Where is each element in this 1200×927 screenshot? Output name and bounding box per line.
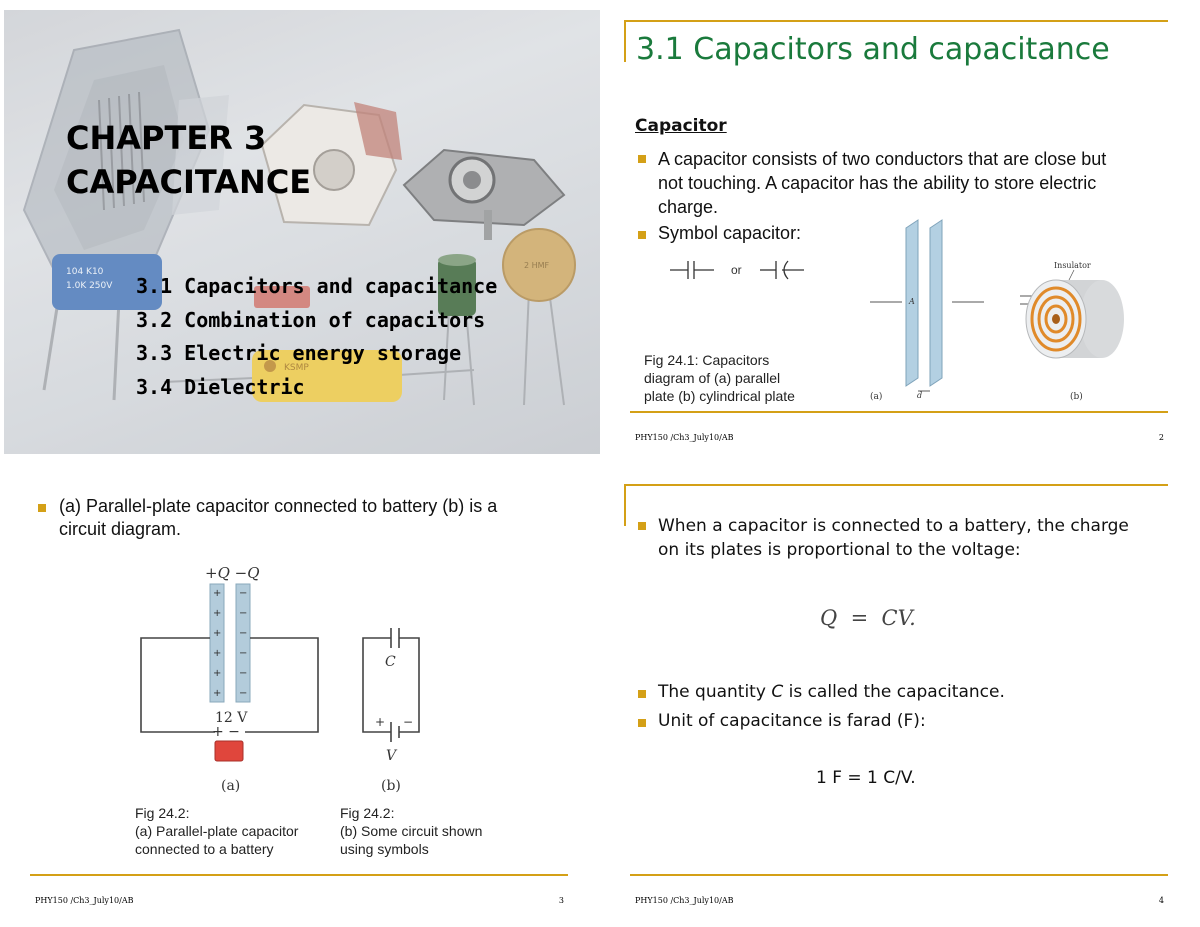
minus-sign: − [239,688,248,699]
plus-sign: + [213,588,222,599]
circuit-label-c: C [385,654,396,670]
quantity-variable-c: C [771,682,784,702]
minus-sign: − [239,668,248,679]
plus-sign: + [213,688,222,699]
toc-item-1: 3.1 Capacitors and capacitance [136,274,498,298]
diagram-label-b: (b) [381,778,401,794]
fig-24-2b-caption [340,804,482,858]
bullet-marker [38,504,46,512]
minus-sign: − [239,648,248,659]
equation-q-cv: Q = CV. [820,606,916,630]
quantity-text-pre: The quantity [658,682,772,702]
left-rule [624,20,626,62]
chapter-title-line-2: CAPACITANCE [66,163,312,201]
unit-equation: 1 F = 1 C/V. [816,768,916,788]
caption-line-3: plate (b) cylindrical plate [644,388,795,404]
circuit-label-v: V [386,748,397,764]
definition-line-2: not touching. A capacitor has the ability to store electric [658,173,1097,193]
plus-sign: + [213,668,222,679]
bullet-marker [638,155,646,163]
left-rule [624,484,626,526]
toc-list [136,270,497,404]
disc-cap-label: 2 HMF [524,261,550,270]
caption-b-line-1: Fig 24.2: [340,805,395,821]
proportional-line-2: on its plates is proportional to the voltage: [658,540,1021,560]
bullet-marker [638,690,646,698]
caption-a-line-1: Fig 24.2: [135,805,190,821]
caption-line-1: Fig 24.1: Capacitors [644,352,770,368]
minus-sign: − [239,628,248,639]
diagram-label-a: (a) [221,778,241,794]
battery-polarity: + − [212,724,240,740]
circuit-line-2: circuit diagram. [59,519,182,539]
toc-item-2: 3.2 Combination of capacitors [136,307,486,332]
symbol-or-text: or [731,263,742,277]
top-rule [626,20,1168,22]
parallel-plate-diagram [870,220,984,402]
fig-label-a: (a) [870,392,883,402]
circuit-minus: − [403,715,414,729]
blue-cap-label-2: 1.0K 250V [66,281,113,291]
cylindrical-capacitor-diagram [1020,261,1124,402]
top-rule [626,484,1168,486]
bullet-unit-farad: Unit of capacitance is farad (F): [658,711,926,731]
battery-voltage-label: 12 V [215,710,248,726]
blue-cap-label-1: 104 K10 [66,267,104,277]
bullet-marker [638,522,646,530]
plus-sign: + [213,648,222,659]
slide-title: 3.1 Capacitors and capacitance [636,32,1110,67]
toc-item-4: 3.4 Dielectric [136,374,305,399]
fig-24-1-diagram [842,214,1172,404]
plate-area-label: A [909,297,915,306]
charge-labels: +Q −Q [205,564,260,582]
battery-icon [215,741,243,761]
parallel-plate-circuit [141,564,318,794]
caption-a-line-2: (a) Parallel-plate capacitor [135,823,299,839]
slide-1-chapter-title [4,10,600,454]
slide-4-capacitance [620,478,1180,914]
chapter-title-line-1: CHAPTER 3 [66,119,267,157]
caption-line-2: diagram of (a) parallel [644,370,781,386]
toc-item-3: 3.3 Electric energy storage [136,341,462,365]
footer-course-code: PHY150 /Ch3_July10/AB [635,896,734,905]
bullet-marker [638,719,646,727]
slide-3-circuit [20,478,580,914]
fig-label-b: (b) [1070,392,1083,402]
yellow-cap-label: KSMP [284,363,309,373]
circuit-line-1: (a) Parallel-plate capacitor connected to battery (b) is a [59,496,498,516]
subheading-capacitor: Capacitor [635,116,727,136]
fig-24-2-diagram [135,560,435,800]
page-number: 4 [1158,896,1164,905]
caption-b-line-3: using symbols [340,841,429,857]
chapter-title [66,116,311,204]
fig-24-2a-caption [135,804,298,858]
plus-sign: + [213,628,222,639]
bullet-symbol-capacitor: Symbol capacitor: [658,223,802,243]
bullet-capacitor-definition [658,147,1106,219]
insulator-label: Insulator [1054,261,1091,270]
bottom-rule [630,411,1168,413]
capacitor-symbols [668,260,818,280]
caption-a-line-3: connected to a battery [135,841,274,857]
definition-line-1: A capacitor consists of two conductors that are close but [658,149,1107,169]
bullet-circuit-description [59,495,497,541]
circuit-plus: + [375,715,386,729]
capacitor-circuit-symbol [363,628,419,794]
bottom-rule [630,874,1168,876]
plate-separation-label: d [917,391,923,400]
bottom-rule [30,874,568,876]
definition-line-3: charge. [658,197,719,217]
page-number: 2 [1158,433,1164,442]
minus-sign: − [239,588,248,599]
proportional-line-1: When a capacitor is connected to a battery, the charge [658,516,1129,536]
caption-b-line-2: (b) Some circuit shown [340,823,483,839]
footer-course-code: PHY150 /Ch3_July10/AB [35,896,134,905]
footer-course-code: PHY150 /Ch3_July10/AB [635,433,734,442]
quantity-text-post: is called the capacitance. [783,682,1005,702]
bullet-capacitance-quantity [658,682,1005,702]
slide-2-capacitors [620,14,1180,450]
bullet-proportional-charge [658,514,1129,562]
page-number: 3 [558,896,564,905]
fig-24-1-caption [644,351,795,405]
minus-sign: − [239,608,248,619]
bullet-marker [638,231,646,239]
plus-sign: + [213,608,222,619]
